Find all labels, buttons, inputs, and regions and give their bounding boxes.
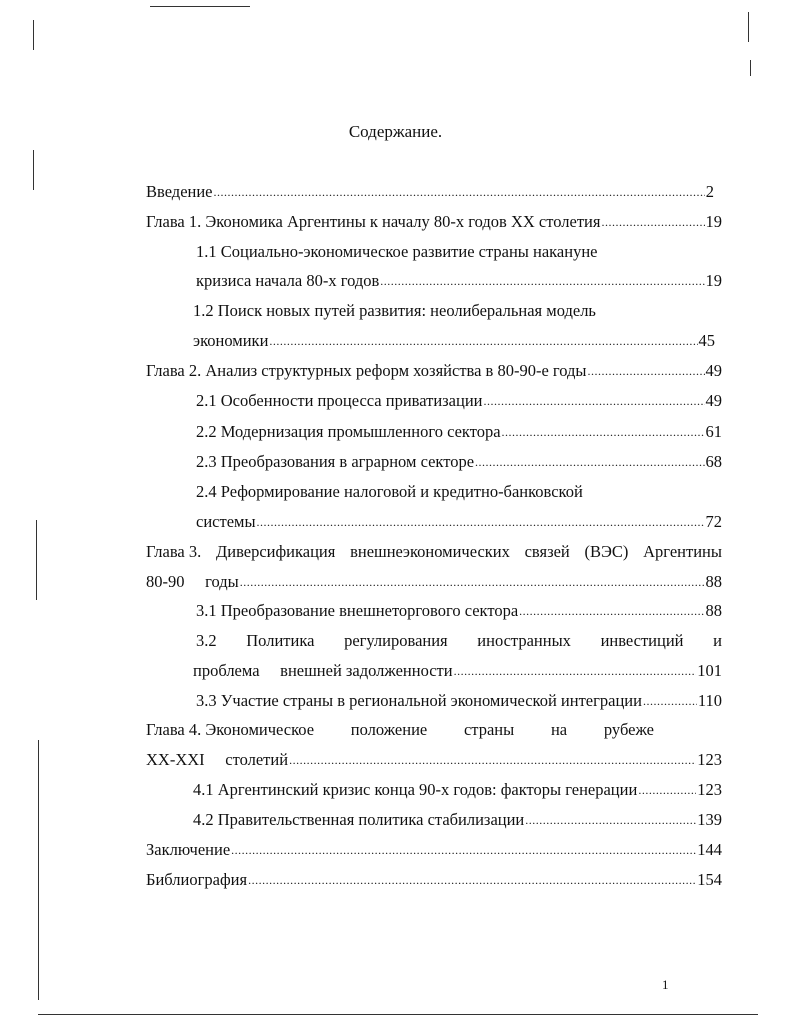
scan-edge-bottom — [38, 1014, 758, 1015]
toc-entry-chapter-3-line1 — [146, 538, 722, 562]
leader-dots — [484, 395, 705, 407]
scan-edge-top — [150, 6, 250, 7]
toc-entry-chapter-2 — [146, 357, 722, 381]
toc-entry-text: 2.3 Преобразования в аграрном секторе — [196, 452, 475, 471]
toc-word: внешнеэкономических — [350, 542, 510, 561]
toc-entry-3-1 — [196, 597, 722, 621]
toc-word: регулирования — [344, 631, 448, 650]
leader-dots — [454, 665, 697, 677]
toc-word: Диверсификация — [215, 542, 336, 561]
toc-entry-2-4-line1 — [196, 478, 583, 502]
leader-dots — [475, 456, 704, 468]
toc-entry-text: 4.1 Аргентинский кризис конца 90-х годов: факторы генерации — [193, 780, 638, 799]
leader-dots — [643, 695, 697, 707]
toc-entry-text: 2.1 Особенности процесса приватизации — [196, 391, 483, 410]
toc-word: связей — [524, 542, 570, 561]
toc-entry-page: 49 — [705, 361, 722, 380]
toc-entry-3-2 — [193, 657, 722, 681]
leader-dots — [269, 335, 697, 347]
toc-entry-1-2 — [193, 327, 715, 351]
toc-word: иностранных — [477, 631, 571, 650]
leader-dots — [289, 754, 696, 766]
leader-dots — [601, 216, 704, 228]
toc-entry-2-2 — [196, 418, 722, 442]
toc-word: и — [713, 631, 722, 650]
leader-dots — [502, 426, 705, 438]
toc-word: страны — [463, 720, 515, 739]
toc-entry-text: Введение — [146, 182, 213, 201]
toc-entry-text: Глава 1. Экономика Аргентины к началу 80-х годов XX столетия — [146, 212, 601, 231]
toc-entry-text: 1.1 Социально-экономическое развитие страны накануне — [196, 242, 598, 261]
toc-word: положение — [350, 720, 428, 739]
toc-entry-page: 19 — [705, 271, 722, 290]
page-number: 1 — [662, 977, 669, 992]
toc-word: 3.2 — [196, 631, 217, 650]
toc-entry-text: Библиография — [146, 870, 248, 889]
toc-entry-page: 88 — [705, 572, 722, 591]
toc-title: Содержание. — [348, 122, 443, 141]
toc-entry-text: XX-XXI столетий — [146, 750, 289, 769]
scan-edge-left-2 — [33, 150, 34, 190]
toc-entry-chapter-4-line1 — [146, 716, 654, 740]
toc-entry-1-1-line1 — [196, 238, 597, 262]
toc-entry-page: 123 — [697, 780, 722, 799]
toc-word: рубеже — [603, 720, 654, 739]
toc-entry-page: 72 — [705, 512, 722, 531]
toc-entry-3-3 — [196, 687, 722, 711]
toc-entry-text: 3.1 Преобразование внешнеторгового сектора — [196, 601, 519, 620]
leader-dots — [248, 874, 696, 886]
toc-entry-bibliography — [146, 866, 722, 890]
toc-entry-text: 2.2 Модернизация промышленного сектора — [196, 422, 501, 441]
toc-entry-conclusion — [146, 836, 722, 860]
toc-entry-text: 80-90 годы — [146, 572, 239, 591]
toc-entry-2-3 — [196, 448, 722, 472]
toc-entry-chapter-4 — [146, 746, 722, 770]
toc-word: Политика — [246, 631, 315, 650]
scan-edge-right — [748, 12, 749, 42]
toc-entry-text: кризиса начала 80-х годов — [196, 271, 380, 290]
toc-entry-introduction — [146, 178, 714, 202]
scan-edge-left-3 — [36, 520, 37, 600]
toc-entry-chapter-3 — [146, 568, 722, 592]
toc-word: (ВЭС) — [584, 542, 629, 561]
toc-entry-page: 123 — [697, 750, 722, 769]
toc-entry-4-2 — [193, 806, 722, 830]
toc-entry-page: 101 — [697, 661, 722, 680]
toc-entry-page: 88 — [705, 601, 722, 620]
toc-entry-1-1 — [196, 267, 722, 291]
scan-edge-left-4 — [38, 740, 39, 1000]
leader-dots — [240, 576, 705, 588]
toc-entry-3-2-line1 — [196, 627, 722, 651]
toc-word: инвестиций — [600, 631, 684, 650]
toc-entry-text: 4.2 Правительственная политика стабилизации — [193, 810, 525, 829]
toc-entry-page: 139 — [697, 810, 722, 829]
toc-entry-page: 144 — [697, 840, 722, 859]
toc-entry-page: 68 — [705, 452, 722, 471]
toc-entry-text: Глава 2. Анализ структурных реформ хозяйства в 80-90-е годы — [146, 361, 587, 380]
toc-entry-text: системы — [196, 512, 256, 531]
toc-entry-chapter-1 — [146, 208, 722, 232]
leader-dots — [638, 784, 696, 796]
toc-entry-text: экономики — [193, 331, 269, 350]
toc-word: на — [550, 720, 568, 739]
leader-dots — [519, 605, 704, 617]
toc-entry-4-1 — [193, 776, 722, 800]
scan-edge-right-2 — [750, 60, 751, 76]
toc-entry-text: 1.2 Поиск новых путей развития: неолиберальная модель — [193, 301, 596, 320]
toc-entry-text: Заключение — [146, 840, 231, 859]
toc-word: Глава 3. — [146, 542, 202, 561]
toc-entry-1-2-line1 — [193, 297, 596, 321]
leader-dots — [214, 186, 705, 198]
toc-entry-page: 19 — [705, 212, 722, 231]
scan-edge-left — [33, 20, 34, 50]
toc-entry-2-4 — [196, 508, 722, 532]
leader-dots — [231, 844, 696, 856]
leader-dots — [257, 516, 705, 528]
leader-dots — [525, 814, 696, 826]
toc-entry-page: 61 — [705, 422, 722, 441]
toc-entry-page: 45 — [698, 331, 715, 350]
toc-word: Аргентины — [643, 542, 722, 561]
toc-entry-page: 110 — [697, 691, 722, 710]
toc-entry-page: 2 — [705, 182, 714, 201]
toc-entry-text: 3.3 Участие страны в региональной экономической интеграции — [196, 691, 642, 710]
toc-entry-page: 49 — [705, 391, 722, 410]
leader-dots — [380, 275, 704, 287]
leader-dots — [588, 365, 705, 377]
toc-entry-2-1 — [196, 387, 722, 411]
toc-entry-text: 2.4 Реформирование налоговой и кредитно-банковской — [196, 482, 583, 501]
toc-word: Глава 4. Экономическое — [146, 720, 315, 739]
toc-entry-text: проблема внешней задолженности — [193, 661, 453, 680]
toc-entry-page: 154 — [697, 870, 722, 889]
